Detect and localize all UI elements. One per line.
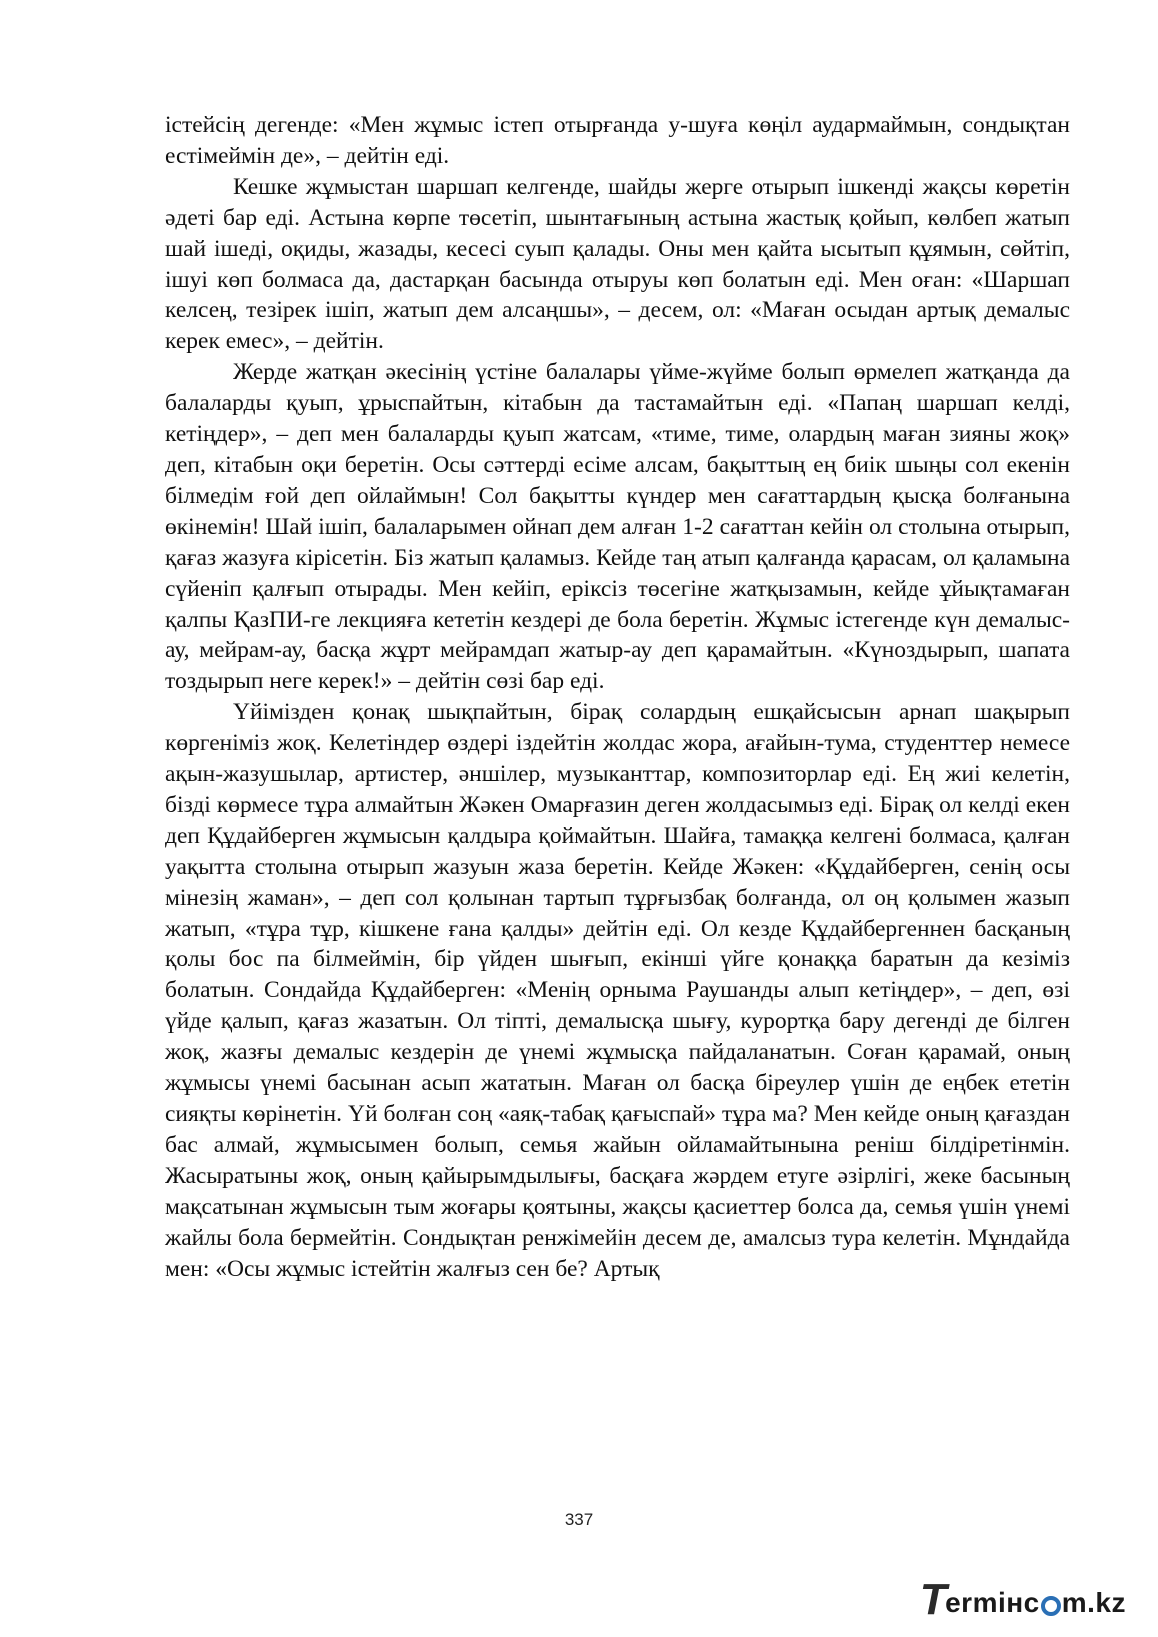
logo-text-end: m.kz xyxy=(1061,1587,1126,1618)
document-body xyxy=(165,110,1070,1284)
logo-ring-icon xyxy=(1041,1596,1061,1616)
logo-letter-t: T xyxy=(919,1575,948,1624)
page-number: 337 xyxy=(564,1510,594,1529)
paragraph-3: Жерде жатқан әкесінің үстіне балалары үйме-жүйме болып өрмелеп жатқанда да балаларды қуып, ұрыспайтын, кітабын да тастамайтын еді. «Папаң шаршап келді, кетіңдер», – деп мен балаларды қуып жатсам, «тиме, тиме, олардың маған зияны жоқ» деп, кітабын оқи беретін. Осы сәттерді есіме алсам, бақыттың ең биік шыңы сол екенін білмедім ғой деп ойлаймын! Сол бақытты күндер мен сағаттардың қысқа болғанына өкінемін! Шай ішіп, балаларымен ойнап дем алған 1-2 сағаттан кейін ол столына отырып, қағаз жазуға кірісетін. Біз жатып қаламыз. Кейде таң атып қалғанда қарасам, ол қаламына сүйеніп қалғып отырады. Мен кейіп, еріксіз төсегіне жатқызамын, кейде ұйықтамаған қалпы ҚазПИ-ге лекцияға кететін кездері де бола беретін. Жұмыс істегенде күн демалыс-ау, мейрам-ау, басқа жұрт мейрамдап жатыр-ау деп қарамайтын. «Күноздырып, шапата тоздырып неге керек!» – дейтін сөзі бар еді. xyxy=(165,359,1070,695)
paragraph-4: Үйімізден қонақ шықпайтын, бірақ солардың ешқайсысын арнап шақырып көргеніміз жоқ. Келетіндер өздері іздейтін жолдас жора, ағайын-тума, студенттер немесе ақын-жазушылар, артистер, әншілер, музыканттар, композиторлар еді. Ең жиі келетін, бізді көрмесе тұра алмайтын Жәкен Омарғазин деген жолдасымыз еді. Бірақ ол келді екен деп Құдайберген жұмысын қалдыра қоймайтын. Шайға, тамаққа келгені болмаса, қалған уақытта столына отырып жазуын жаза беретін. Кейде Жәкен: «Құдайберген, сенің осы мінезің жаман», – деп сол қолынан тартып тұрғызбақ болғанда, ол оң қолымен жазып жатып, «тұра тұр, кішкене ғана қалды» дейтін еді. Ол кезде Құдайбергеннен басқаның қолы бос па білмеймін, бір үйден шығып, екінші үйге қонаққа баратын да кезіміз болатын. Сондайда Құдайберген: «Менің орныма Раушанды алып кетіңдер», – деп, өзі үйде қалып, қағаз жазатын. Ол тіпті, демалысқа шығу, курортқа бару дегенді де білген жоқ, жазғы демалыс кездерін де үнемі жұмысқа пайдаланатын. Соған қарамай, оның жұмысы үнемі басынан асып жататын. Маған ол басқа біреулер үшін де еңбек ететін сияқты көрінетін. Үй болған соң «аяқ-табақ қағыспай» тұра ма? Мен кейде оның қағаздан бас алмай, жұмысымен болып, семья жайын ойламайтынына реніш білдіретінмін. Жасыратыны жоқ, оның қайырымдылығы, басқаға жәрдем етуге әзірлігі, жеке басының мақсатынан жұмысын тым жоғары қоятыны, жақсы қасиеттер болса да, семья үшін үнемі жайлы бола бермейтін. Сондықтан ренжімейін десем де, амалсыз тура келетін. Мұндайда мен: «Осы жұмыс істейтін жалғыз сен бе? Артық xyxy=(165,699,1070,1282)
termincom-logo xyxy=(919,1575,1126,1624)
paragraph-2: Кешке жұмыстан шаршап келгенде, шайды жерге отырып ішкенді жақсы көретін әдеті бар еді. Астына көрпе төсетіп, шынтағының астына жастық қойып, көлбеп жатып шай ішеді, оқиды, жазады, кесесі суып қалады. Оны мен қайта ысытып құямын, сөйтіп, ішуі көп болмаса да, дастарқан басында отыруы көп болатын еді. Мен оған: «Шаршап келсең, тезірек ішіп, жатып дем алсаңшы», – десем, ол: «Маған осыдан артық демалыс керек емес», – дейтін. xyxy=(165,173,1070,355)
logo-text-start: ermінc xyxy=(945,1587,1040,1618)
paragraph-1: істейсің дегенде: «Мен жұмыс істеп отырғанда у-шуға көңіл аудармаймын, сондықтан естімеймін де», – дейтін еді. xyxy=(165,112,1070,169)
